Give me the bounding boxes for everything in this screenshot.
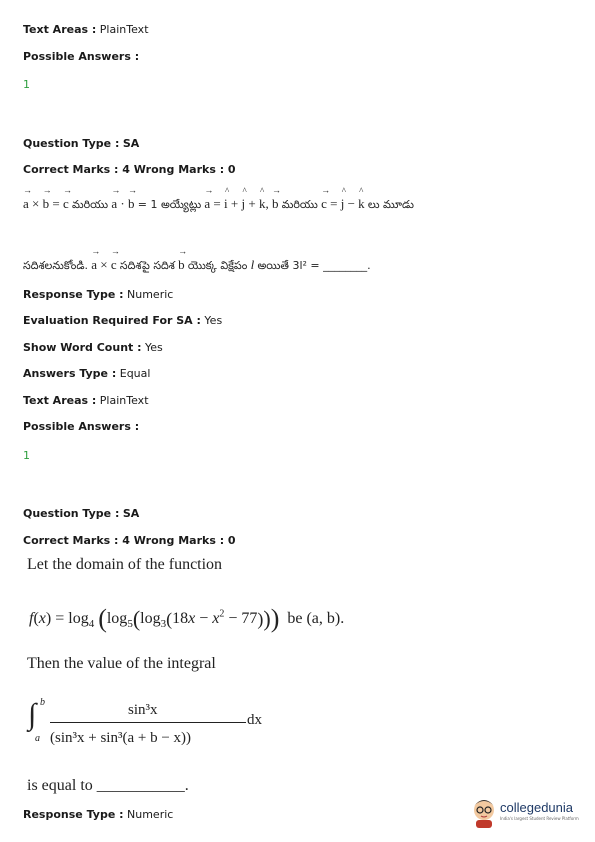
evaluation-label: Evaluation Required For SA : (23, 314, 201, 327)
word-count-label: Show Word Count : (23, 341, 142, 354)
question-type-value: SA (122, 137, 140, 150)
question-line-equal: is equal to ___________. (27, 777, 189, 794)
integral-lower-limit: a (35, 733, 40, 744)
collegedunia-logo (470, 796, 590, 832)
logo-mascot-icon (470, 796, 498, 828)
possible-answers-label-2: Possible Answers : (23, 420, 140, 433)
function-domain-text: be (a, b). (287, 610, 345, 627)
logo-tagline: India's largest Student Review Platform (500, 816, 579, 821)
question-type-row-3 (23, 507, 139, 520)
text-areas-label-2: Text Areas : (23, 394, 97, 407)
word-count-row (23, 341, 163, 354)
possible-answer-value: 1 (23, 78, 30, 91)
question-type-label: Question Type : (23, 137, 120, 150)
answers-type-value: Equal (119, 367, 151, 380)
integral-denominator: (sin³x + sin³(a + b − x)) (50, 730, 192, 746)
response-type-row-3 (23, 808, 173, 821)
possible-answers-label: Possible Answers : (23, 50, 140, 63)
telugu-on-vector: సదిశపై సదిశ (119, 259, 175, 272)
response-type-value: Numeric (127, 288, 174, 301)
telugu-vectors: సదిశలనుకోండి. (23, 259, 89, 272)
integral-upper-limit: b (40, 697, 45, 708)
question-line-domain: Let the domain of the function (27, 556, 223, 573)
evaluation-row (23, 314, 222, 327)
integral-dx: dx (247, 712, 262, 728)
response-type-label: Response Type : (23, 288, 124, 301)
response-type-value-3: Numeric (127, 808, 174, 821)
logo-name: collegedunia (500, 800, 574, 815)
question-line-integral: Then the value of the integral (27, 655, 216, 672)
text-areas-row-2 (23, 394, 149, 407)
fraction-bar (50, 722, 246, 723)
evaluation-value: Yes (204, 314, 223, 327)
answers-type-row (23, 367, 150, 380)
text-areas-value: PlainText (99, 23, 149, 36)
telugu-then: అయితే 3l² = ________. (257, 259, 371, 272)
question-type-label-3: Question Type : (23, 507, 120, 520)
word-count-value: Yes (145, 341, 163, 354)
telugu-projection: యొక్క విక్షేపం (187, 259, 248, 272)
response-type-label-3: Response Type : (23, 808, 124, 821)
integral-numerator: sin³x (128, 702, 158, 718)
question-type-value-3: SA (122, 507, 140, 520)
text-areas-value-2: PlainText (99, 394, 149, 407)
telugu-condition: = 1 అయ్యేట్లు (137, 198, 202, 211)
response-type-row (23, 288, 173, 301)
question-text-line1: → a × → b = → c మరియు → a · → b = 1 అయ్యేట్లు → a = ^ i + ^ j + ^ k, → b మరియు → c = ^ j − ^ k లు మూడు (23, 196, 414, 214)
telugu-and-2: మరియు (281, 198, 318, 211)
telugu-and-1: మరియు (72, 198, 109, 211)
integral-sign: ∫ (28, 698, 37, 731)
text-areas-label: Text Areas : (23, 23, 97, 36)
marks-info: Correct Marks : 4 Wrong Marks : 0 (23, 163, 236, 176)
function-definition: $f(x) = \log_4 (\log_5(\log_3(18x - x^2 - 77)))$ be (a, b). (29, 604, 345, 633)
marks-info-3: Correct Marks : 4 Wrong Marks : 0 (23, 534, 236, 547)
question-type-row (23, 137, 139, 150)
telugu-three: లు మూడు (367, 198, 414, 211)
possible-answer-value-2: 1 (23, 449, 30, 462)
text-areas-row (23, 23, 149, 36)
question-text-line2: సదిశలనుకోండి. → a × → c సదిశపై సదిశ → b యొక్క విక్షేపం l అయితే 3l² = ________. (23, 257, 371, 275)
answers-type-label: Answers Type : (23, 367, 117, 380)
